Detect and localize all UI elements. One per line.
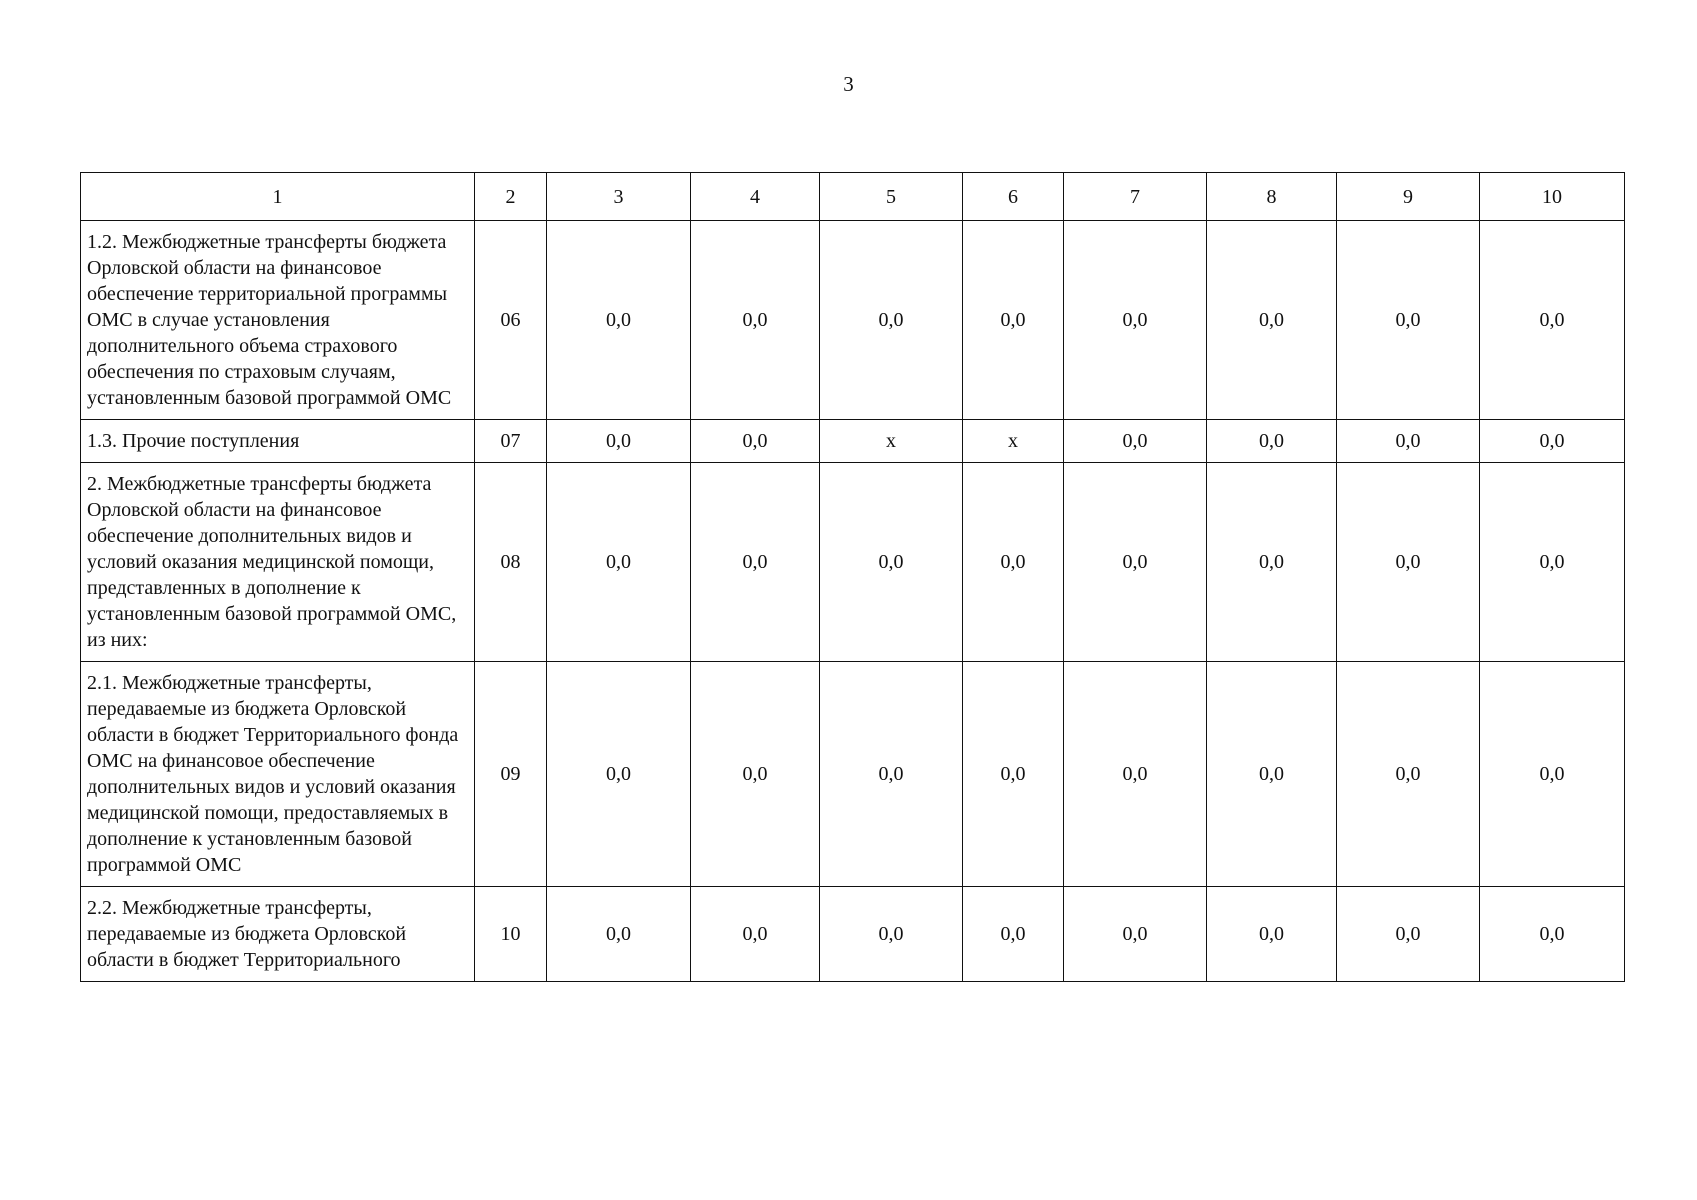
- column-header: 5: [820, 173, 963, 221]
- table-cell: x: [963, 420, 1064, 463]
- table-row: [81, 463, 1625, 662]
- table-row: [81, 887, 1625, 982]
- table-cell: 0,0: [1480, 887, 1625, 982]
- column-header: 9: [1337, 173, 1480, 221]
- table-cell: 0,0: [1207, 420, 1337, 463]
- table-cell: 0,0: [1064, 887, 1207, 982]
- column-header: 10: [1480, 173, 1625, 221]
- table-cell: 0,0: [691, 887, 820, 982]
- row-description: 2.2. Межбюджетные трансферты, передаваемые из бюджета Орловской области в бюджет Территориального: [81, 887, 475, 982]
- table-cell: 0,0: [1064, 420, 1207, 463]
- table-cell: 0,0: [1337, 662, 1480, 887]
- table-cell: 0,0: [1064, 463, 1207, 662]
- row-description: 2.1. Межбюджетные трансферты, передаваемые из бюджета Орловской области в бюджет Территориального фонда ОМС на финансовое обеспечение дополнительных видов и условий оказания медицинской помощи, предоставляемых в дополнение к установленным базовой программой ОМС: [81, 662, 475, 887]
- table-cell: 0,0: [1337, 887, 1480, 982]
- table-cell: 0,0: [1480, 662, 1625, 887]
- table-cell: 0,0: [963, 887, 1064, 982]
- table-cell: 0,0: [547, 221, 691, 420]
- column-header: 7: [1064, 173, 1207, 221]
- table-cell: 0,0: [1337, 420, 1480, 463]
- table-row: [81, 662, 1625, 887]
- table-cell: 0,0: [547, 420, 691, 463]
- row-code: 07: [475, 420, 547, 463]
- table-row: [81, 221, 1625, 420]
- table-cell: 0,0: [820, 463, 963, 662]
- row-code: 08: [475, 463, 547, 662]
- row-code: 09: [475, 662, 547, 887]
- column-header: 2: [475, 173, 547, 221]
- row-code: 10: [475, 887, 547, 982]
- table-cell: 0,0: [547, 887, 691, 982]
- table-cell: 0,0: [1207, 221, 1337, 420]
- row-description: 1.2. Межбюджетные трансферты бюджета Орловской области на финансовое обеспечение территориальной программы ОМС в случае установления дополнительного объема страхового обеспечения по страховым случаям, установленным базовой программой ОМС: [81, 221, 475, 420]
- table-cell: 0,0: [691, 463, 820, 662]
- table-cell: 0,0: [691, 662, 820, 887]
- table-cell: 0,0: [691, 221, 820, 420]
- table-cell: 0,0: [820, 887, 963, 982]
- table-cell: 0,0: [963, 662, 1064, 887]
- table-cell: 0,0: [1064, 221, 1207, 420]
- table-cell: 0,0: [1480, 420, 1625, 463]
- column-header: 3: [547, 173, 691, 221]
- table-cell: 0,0: [1207, 463, 1337, 662]
- table-cell: 0,0: [1337, 463, 1480, 662]
- table-cell: 0,0: [1337, 221, 1480, 420]
- table-cell: 0,0: [547, 662, 691, 887]
- table-cell: 0,0: [1480, 463, 1625, 662]
- table-cell: 0,0: [963, 463, 1064, 662]
- table-cell: 0,0: [691, 420, 820, 463]
- table-cell: x: [820, 420, 963, 463]
- table-header-row: [81, 173, 1625, 221]
- column-header: 8: [1207, 173, 1337, 221]
- table-cell: 0,0: [1064, 662, 1207, 887]
- table-cell: 0,0: [963, 221, 1064, 420]
- page-number: 3: [843, 72, 854, 96]
- table-cell: 0,0: [820, 221, 963, 420]
- table-cell: 0,0: [820, 662, 963, 887]
- row-description: 1.3. Прочие поступления: [81, 420, 475, 463]
- row-description: 2. Межбюджетные трансферты бюджета Орловской области на финансовое обеспечение дополнительных видов и условий оказания медицинской помощи, представленных в дополнение к установленным базовой программой ОМС, из них:: [81, 463, 475, 662]
- column-header: 1: [81, 173, 475, 221]
- row-code: 06: [475, 221, 547, 420]
- table-row: [81, 420, 1625, 463]
- report-table: [80, 172, 1625, 982]
- column-header: 4: [691, 173, 820, 221]
- table-cell: 0,0: [1207, 662, 1337, 887]
- table-cell: 0,0: [1480, 221, 1625, 420]
- table-cell: 0,0: [547, 463, 691, 662]
- table-cell: 0,0: [1207, 887, 1337, 982]
- column-header: 6: [963, 173, 1064, 221]
